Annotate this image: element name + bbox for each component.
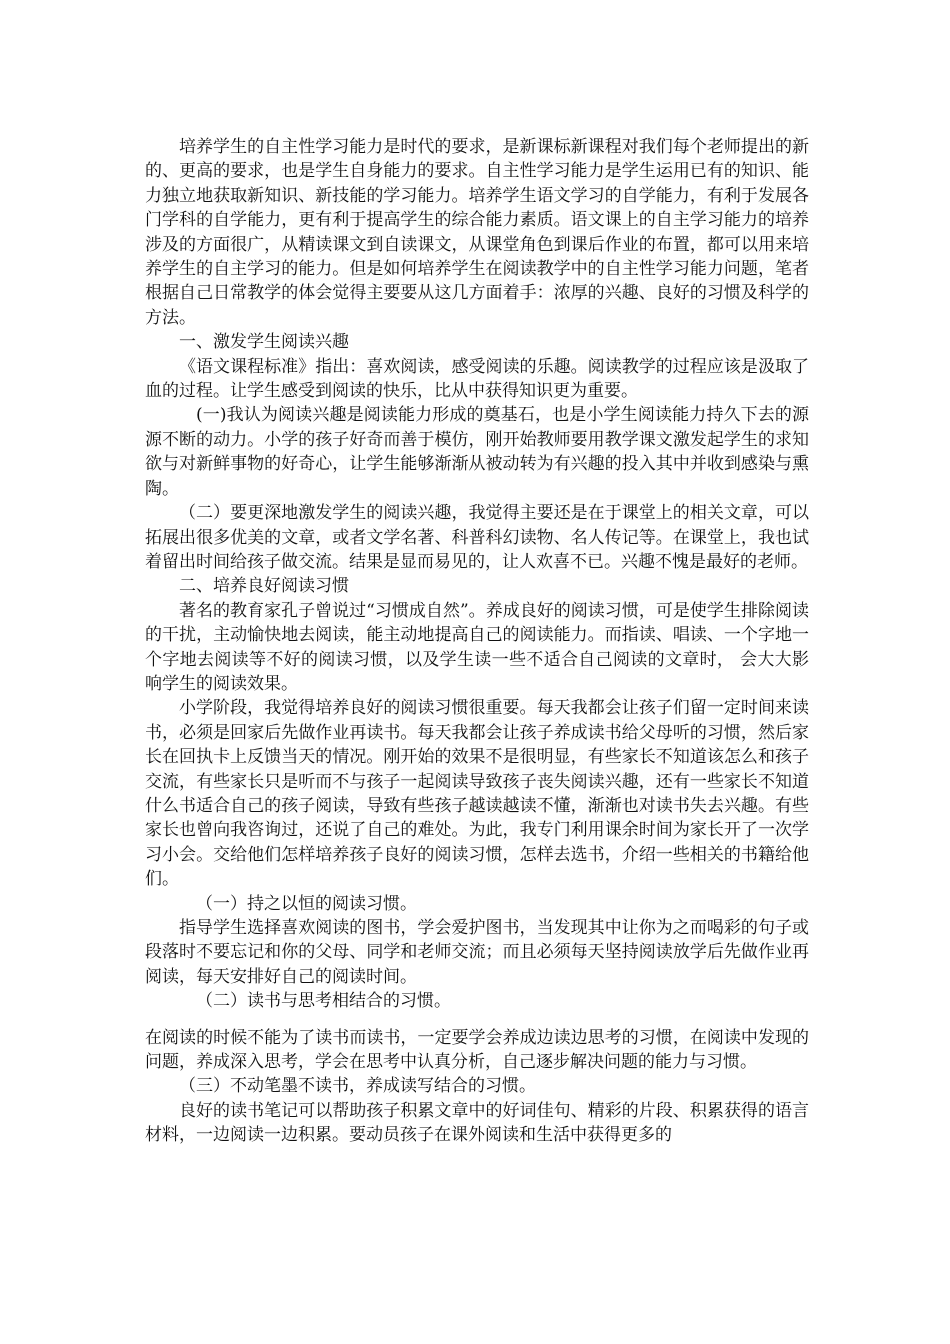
paragraph: 《语文课程标准》指出：喜欢阅读，感受阅读的乐趣。阅读教学的过程应该是汲取了血的过程。让学生感受到阅读的快乐，比从中获得知识更为重要。 — [145, 356, 809, 402]
paragraph-intro: 培养学生的自主性学习能力是时代的要求，是新课标新课程对我们每个老师提出的新的、更高的要求，也是学生自身能力的要求。自主性学习能力是学生运用已有的知识、能力独立地获取新知识、新技能的学习能力。培养学生语文学习的自学能力，有利于发展各门学科的自学能力，更有利于提高学生的综合能力素质。语文课上的自主学习能力的培养涉及的方面很广，从精读课文到自读课文，从课堂角色到课后作业的布置，都可以用来培养学生的自主学习的能力。但是如何培养学生在阅读教学中的自主性学习能力问题，笔者根据自己日常教学的体会觉得主要要从这几方面着手：浓厚的兴趣、良好的习惯及科学的方法。 — [145, 137, 809, 328]
paragraph: (一)我认为阅读兴趣是阅读能力形成的奠基石，也是小学生阅读能力持久下去的源源不断的动力。小学的孩子好奇而善于模仿，刚开始教师要用教学课文激发起学生的求知欲与对新鲜事物的好奇心，让学生能够渐渐从被动转为有兴趣的投入其中并收到感染与熏陶。 — [145, 405, 809, 499]
paragraph-gap — [145, 1014, 809, 1026]
paragraph: （二）要更深地激发学生的阅读兴趣，我觉得主要还是在于课堂上的相关文章，可以拓展出很多优美的文章，或者文学名著、科普科幻读物、名人传记等。在课堂上，我也试着留出时间给孩子做交流。结果是显而易见的，让人欢喜不已。兴趣不愧是最好的老师。 — [145, 503, 809, 572]
paragraph: 在阅读的时候不能为了读书而读书，一定要学会养成边读边思考的习惯，在阅读中发现的问题，养成深入思考，学会在思考中认真分析，自己逐步解决问题的能力与习惯。 — [145, 1027, 809, 1073]
paragraph: 指导学生选择喜欢阅读的图书，学会爱护图书，当发现其中让你为之而喝彩的句子或段落时不要忘记和你的父母、同学和老师交流；而且必须每天坚持阅读放学后先做作业再阅读，每天安排好自己的阅读时间。 — [145, 918, 809, 987]
paragraph: 著名的教育家孔子曾说过“习惯成自然”。养成良好的阅读习惯，可是使学生排除阅读的干扰，主动愉快地去阅读，能主动地提高自己的阅读能力。而指读、唱读、一个字地一个字地去阅读等不好的阅读习惯，以及学生读一些不适合自己阅读的文章时， 会大大影响学生的阅读效果。 — [145, 600, 809, 694]
section-heading-2: 二、培养良好阅读习惯 — [179, 576, 349, 597]
paragraph: 小学阶段，我觉得培养良好的阅读习惯很重要。每天我都会让孩子们留一定时间来读书，必须是回家后先做作业再读书。每天我都会让孩子养成读书给父母听的习惯，然后家长在回执卡上反馈当天的情况。刚开始的效果不是很明显，有些家长不知道该怎么和孩子交流，有些家长只是听而不与孩子一起阅读导致孩子丧失阅读兴趣，还有一些家长不知道什么书适合自己的孩子阅读，导致有些孩子越读越读不懂，渐渐也对读书失去兴趣。有些家长也曾向我咨询过，还说了自己的难处。为此，我专门利用课余时间为家长开了一次学习小会。交给他们怎样培养孩子良好的阅读习惯，怎样去选书，介绍一些相关的书籍给他们。 — [145, 698, 809, 890]
paragraph: 良好的读书笔记可以帮助孩子积累文章中的好词佳句、精彩的片段、积累获得的语言材料，一边阅读一边积累。要动员孩子在课外阅读和生活中获得更多的 — [145, 1100, 809, 1146]
subheading: （三）不动笔墨不读书，养成读写结合的习惯。 — [179, 1076, 536, 1097]
section-heading-1: 一、激发学生阅读兴趣 — [179, 332, 349, 353]
subheading: （一）持之以恒的阅读习惯。 — [196, 893, 417, 914]
subheading: （二）读书与思考相结合的习惯。 — [196, 991, 451, 1012]
document-body — [145, 135, 809, 1148]
